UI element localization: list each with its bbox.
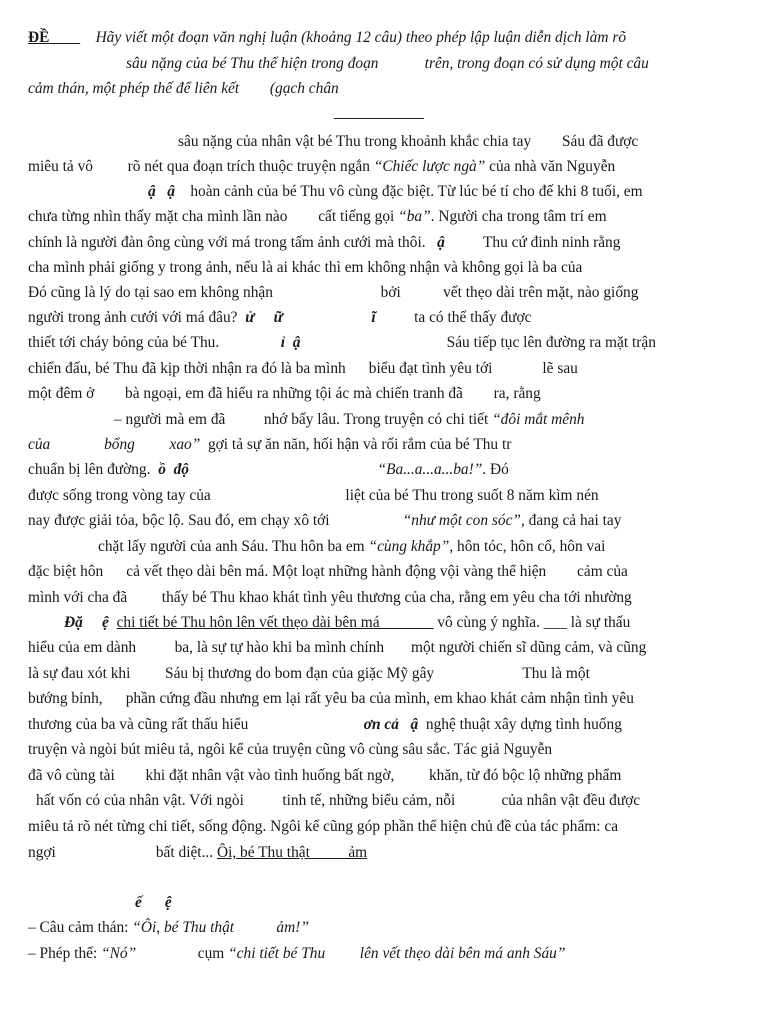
- text-run: “Nó”: [101, 945, 137, 962]
- text-line: [28, 435, 744, 457]
- text-run: sâu nặng của nhân vật bé Thu trong khoảnh khắc chia tay Sáu đã được: [178, 133, 639, 150]
- text-run: chuẩn bị lên đường.: [28, 461, 159, 478]
- text-run: đã vô cùng tài khi đặt nhân vật vào tình huống bất ngờ, khăn, từ đó bộc lộ những phẩm: [28, 767, 622, 784]
- text-run: một đêm ở bà ngoại, em đã hiểu ra những tội ác mà chiến tranh đã ra, rằng: [28, 385, 541, 402]
- text-run: Ôi, bé Thu thật ảm: [216, 844, 368, 861]
- text-line: [28, 715, 744, 737]
- text-run: [49, 29, 80, 46]
- text-line: [114, 410, 744, 432]
- text-run: ơn cả ậ: [363, 716, 419, 733]
- text-line: [178, 132, 744, 154]
- text-line: [28, 918, 744, 940]
- text-line: [98, 537, 744, 559]
- text-run: hoàn cảnh của bé Thu vô cùng đặc biệt. Từ lúc bé tí cho đế khi 8 tuổi, em: [174, 183, 643, 200]
- text-run: ___: [543, 614, 567, 631]
- text-run: chi tiết bé Thu hôn lên vết thẹo dài bên má: [116, 614, 434, 631]
- text-line: [28, 638, 744, 660]
- text-line: [64, 613, 744, 635]
- text-run: cảm thán, một phép thế để liên kết (gạch chân: [28, 80, 339, 97]
- text-run: “như một con sóc”: [402, 512, 521, 529]
- text-run: ậ: [437, 234, 445, 251]
- text-run: của bổng xao”: [28, 436, 201, 453]
- text-run: mình với cha đã thấy bé Thu khao khát tình yêu thương của cha, rằng em yêu cha tới nhường: [28, 589, 632, 606]
- text-run: ử ữ: [245, 309, 283, 326]
- text-line: [28, 283, 744, 305]
- text-run: Đó cũng là lý do tại sao em không nhận bởi vết thẹo dài trên mặt, nào giống: [28, 284, 639, 301]
- text-run: ế ệ: [135, 894, 172, 911]
- text-run: “ba”: [398, 208, 431, 225]
- text-line: [28, 766, 744, 788]
- text-run: – người mà em đã nhớ bấy lâu. Trong truyện có chi tiết: [114, 411, 493, 428]
- text-run: gợi tả sự ăn năn, hối hận và rối rắm của bé Thu tr: [200, 436, 512, 453]
- text-run: ĩ: [371, 309, 376, 326]
- text-run: [189, 461, 378, 478]
- text-line: [148, 182, 744, 204]
- text-line: [28, 233, 744, 255]
- text-line: [28, 333, 744, 355]
- section-divider: [334, 118, 424, 119]
- text-run: . Người cha trong tâm trí em: [430, 208, 607, 225]
- text-run: [283, 309, 372, 326]
- text-run: ỉ ậ: [280, 334, 301, 351]
- text-line: [28, 740, 744, 762]
- text-line: [28, 689, 744, 711]
- text-run: chưa từng nhìn thấy mặt cha mình lần nào cất tiếng gọi: [28, 208, 399, 225]
- text-line: [28, 28, 744, 50]
- text-line: [28, 308, 744, 330]
- text-run: Sáu tiếp tục lên đường ra mặt trận: [300, 334, 656, 351]
- text-run: bướng bỉnh, phần cứng đầu nhưng em lại rất yêu ba của mình, em khao khát cảm nhận tình yêu: [28, 690, 634, 707]
- text-run: sâu nặng của bé Thu thể hiện trong đoạn trên, trong đoạn có sử dụng một câu: [126, 55, 649, 72]
- text-line: [28, 944, 744, 966]
- text-run: thiết tới cháy bỏng của bé Thu.: [28, 334, 281, 351]
- text-run: ồ độ: [158, 461, 189, 478]
- text-run: “Ôi, bé Thu thật ảm!”: [132, 919, 309, 936]
- text-line: [28, 460, 744, 482]
- text-run: . Đó: [482, 461, 509, 478]
- text-run: Thu cứ đinh ninh rằng: [444, 234, 621, 251]
- text-run: Đặ ệ: [64, 614, 109, 631]
- text-run: Hãy viết một đoạn văn nghị luận (khoảng 12 câu) theo phép lập luận diễn dịch làm rõ: [80, 29, 627, 46]
- text-run: chiến đấu, bé Thu đã kịp thời nhận ra đó là ba mình biểu đạt tình yêu tới lẽ sau: [28, 360, 578, 377]
- text-line: [28, 384, 744, 406]
- text-run: hiểu của em dành ba, là sự tự hào khi ba mình chính một người chiến sĩ dũng cảm, và cũng: [28, 639, 647, 656]
- text-run: là sự thấu: [566, 614, 631, 631]
- text-line: [28, 511, 744, 533]
- text-line: [135, 893, 744, 915]
- text-run: “chi tiết bé Thu lên vết thẹo dài bên má anh Sáu”: [228, 945, 566, 962]
- text-line: [36, 791, 744, 813]
- text-run: vô cùng ý nghĩa.: [433, 614, 544, 631]
- text-run: miêu tả vô rõ nét qua đoạn trích thuộc truyện ngắn: [28, 158, 374, 175]
- text-run: [109, 614, 117, 631]
- text-run: ta có thể thấy được: [375, 309, 532, 326]
- text-line: [28, 486, 744, 508]
- text-line: [28, 843, 744, 865]
- text-run: chính là người đàn ông cùng với má trong tấm ảnh cưới mà thôi.: [28, 234, 438, 251]
- text-run: cha mình phải giống y trong ảnh, nếu là ai khác thì em không nhận và không gọi là ba của: [28, 259, 583, 276]
- text-line: [126, 54, 744, 76]
- text-run: thương của ba và cũng rất thấu hiểu: [28, 716, 364, 733]
- text-line: [28, 258, 744, 280]
- text-run: “Ba...a...a...ba!”: [377, 461, 483, 478]
- text-line: [28, 868, 744, 890]
- text-run: – Phép thế:: [28, 945, 102, 962]
- text-line: [28, 359, 744, 381]
- text-run: miêu tả rõ nét từng chi tiết, sống động. Ngôi kể cũng góp phần thể hiện chủ đề của tác phẩm: ca: [28, 818, 619, 835]
- text-run: được sống trong vòng tay của liệt của bé Thu trong suốt 8 năm kìm nén: [28, 487, 599, 504]
- text-line: [28, 562, 744, 584]
- text-run: , hôn tóc, hôn cổ, hôn vai: [449, 538, 606, 555]
- text-run: “đôi mắt mênh: [492, 411, 585, 428]
- text-run: người trong ảnh cưới với má đâu?: [28, 309, 246, 326]
- text-line: [28, 157, 744, 179]
- text-line: [28, 79, 744, 101]
- text-line: [28, 664, 744, 686]
- text-run: chặt lấy người của anh Sáu. Thu hôn ba em: [98, 538, 369, 555]
- text-run: nghệ thuật xây dựng tình huống: [418, 716, 622, 733]
- text-line: [28, 105, 744, 127]
- text-run: hất vốn có của nhân vật. Với ngòi tinh tế, những biểu cảm, nỗi của nhân vật đều được: [36, 792, 641, 809]
- text-run: đặc biệt hôn cả vết thẹo dài bên má. Một loạt những hành động vội vàng thể hiện cảm của: [28, 563, 628, 580]
- text-run: cụm: [136, 945, 229, 962]
- text-line: [28, 207, 744, 229]
- text-run: ngợi bất diệt...: [28, 844, 217, 861]
- text-run: nay được giải tỏa, bộc lộ. Sau đó, em chạy xô tới: [28, 512, 403, 529]
- text-line: [28, 588, 744, 610]
- text-run: của nhà văn Nguyễn: [485, 158, 616, 175]
- text-run: “Chiếc lược ngà”: [373, 158, 486, 175]
- text-line: [28, 817, 744, 839]
- text-run: , đang cả hai tay: [520, 512, 622, 529]
- text-run: truyện và ngòi bút miêu tả, ngôi kể của truyện cũng vô cùng sâu sắc. Tác giả Nguyễn: [28, 741, 553, 758]
- exercise-heading: ĐỀ: [28, 29, 50, 46]
- text-run: – Câu cảm thán:: [28, 919, 133, 936]
- text-run: ậ ậ: [148, 183, 175, 200]
- text-run: là sự đau xót khi Sáu bị thương do bom đạn của giặc Mỹ gây Thu là một: [28, 665, 590, 682]
- text-run: “cùng khắp”: [368, 538, 450, 555]
